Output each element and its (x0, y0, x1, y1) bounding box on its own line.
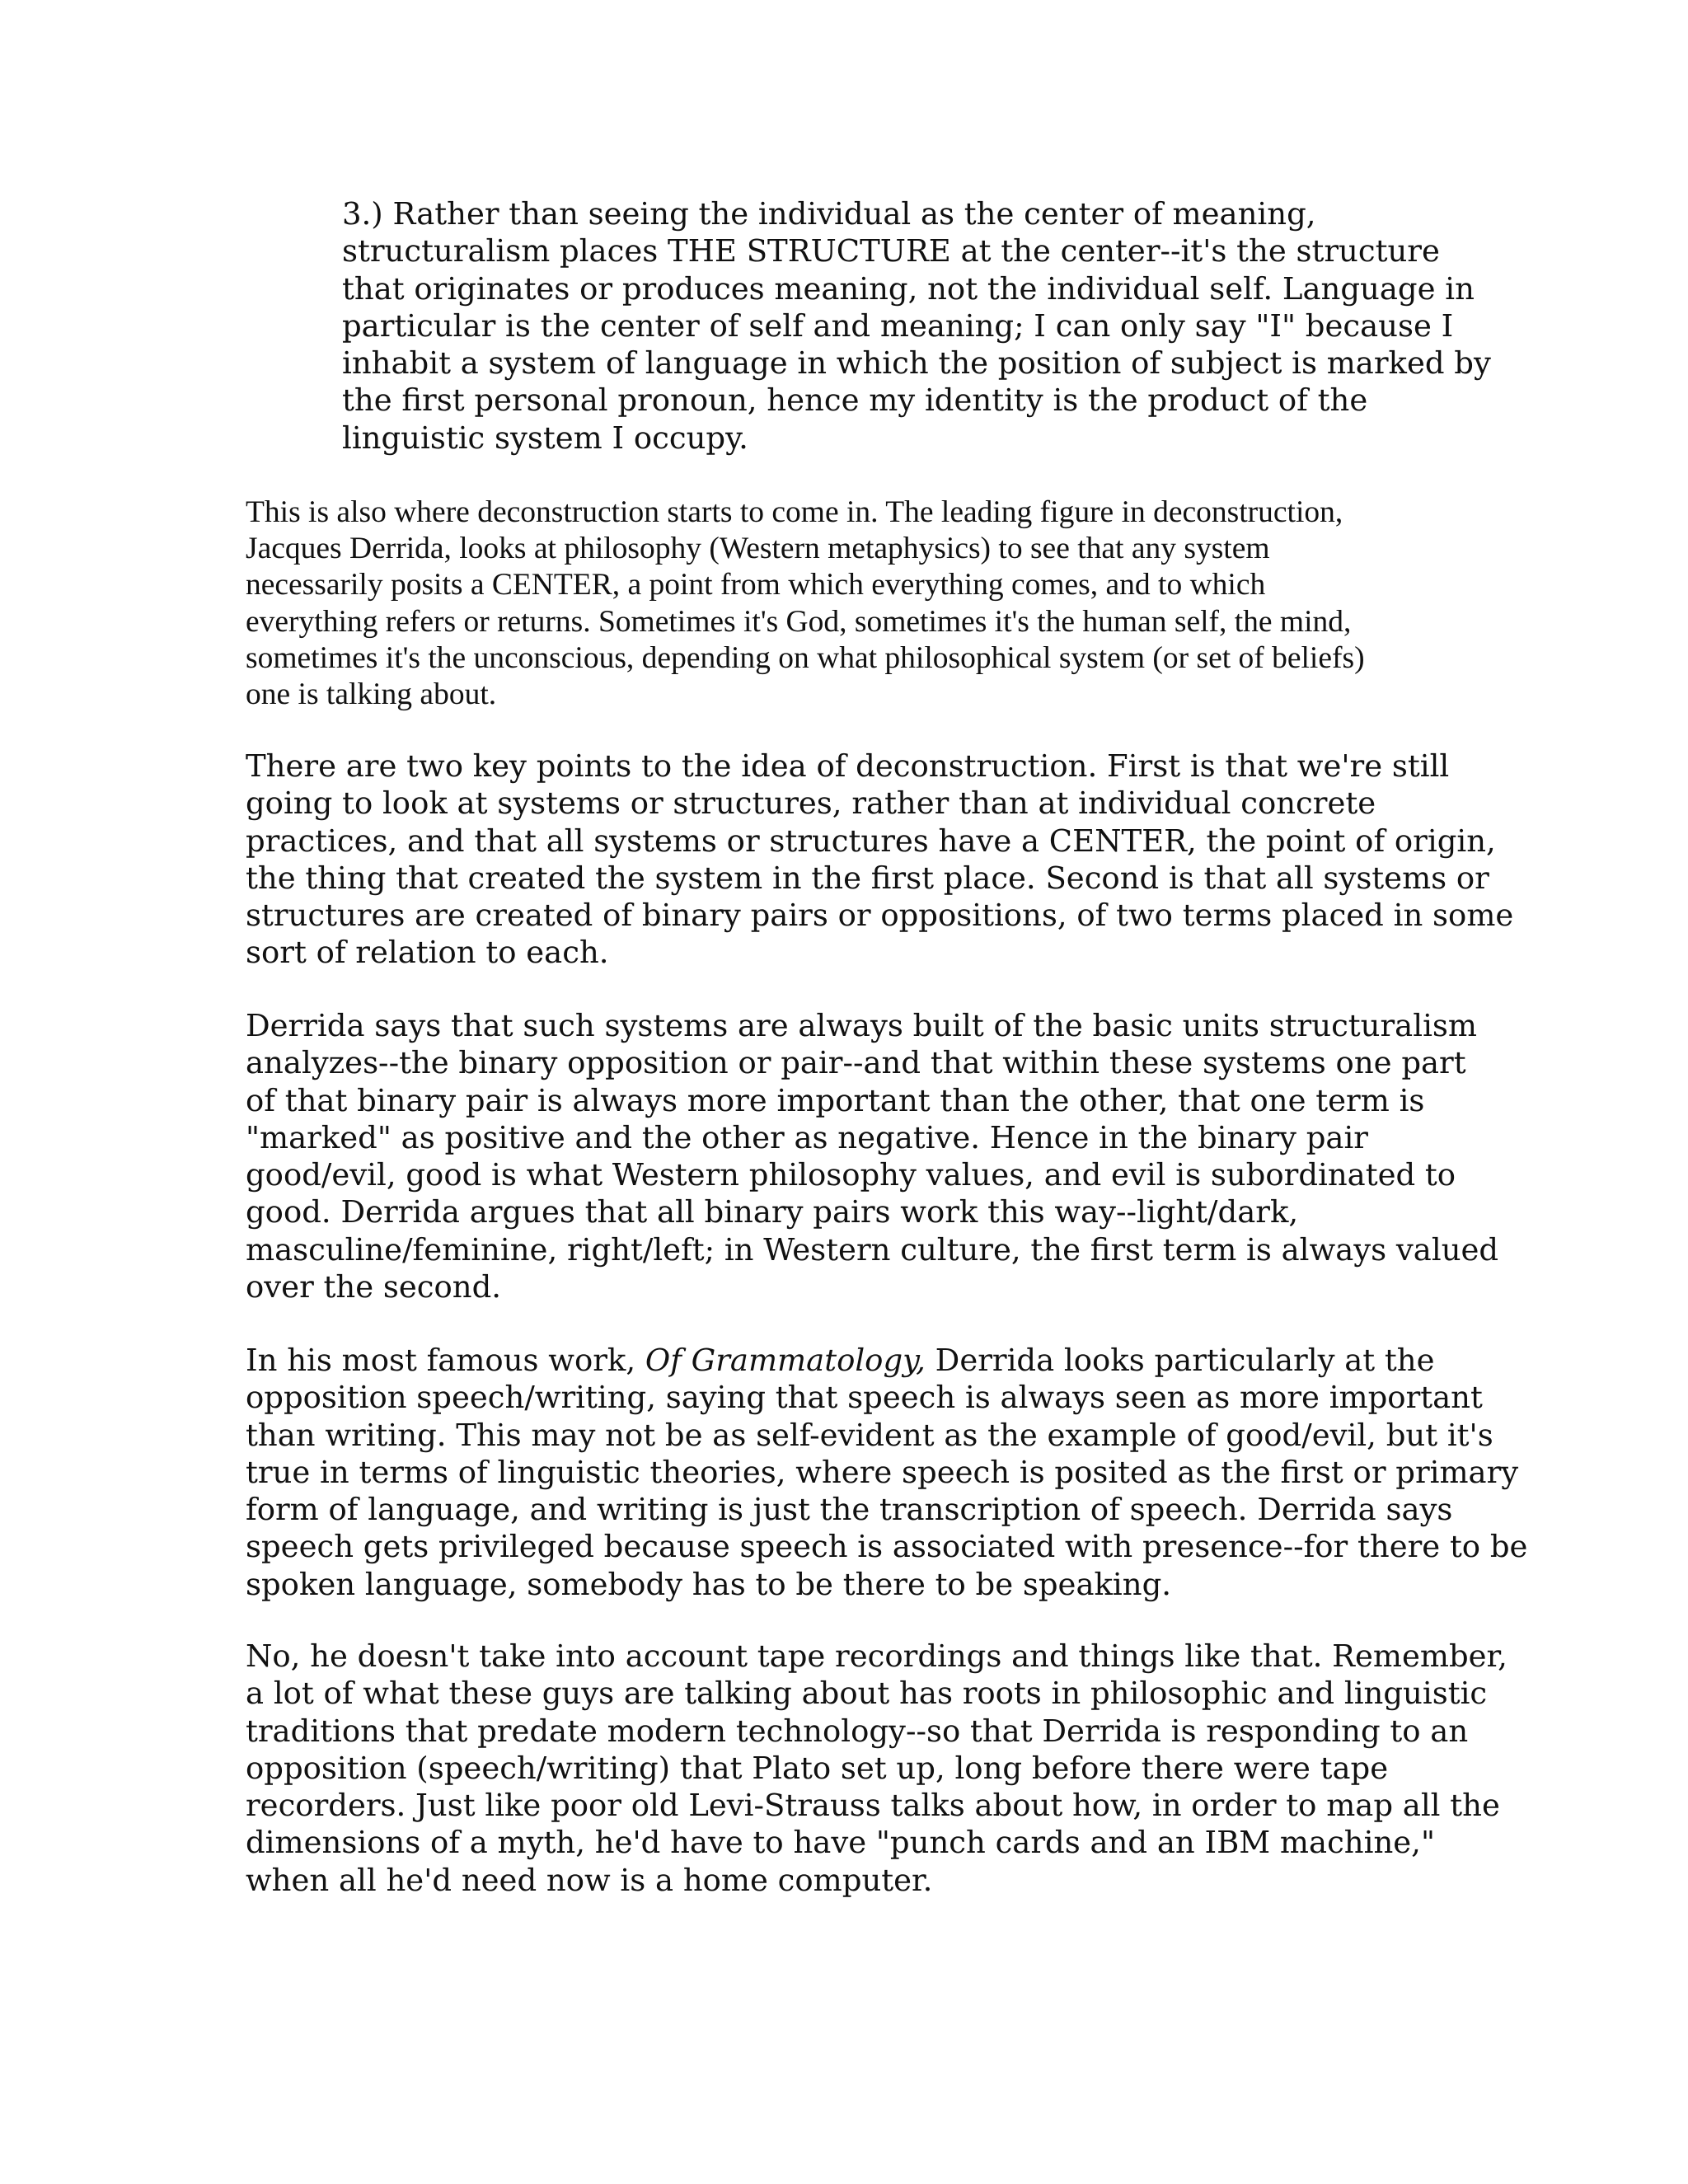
text-line: the first personal pronoun, hence my identity is the product of the (342, 382, 1368, 419)
paragraph-tape-recordings (246, 1638, 1507, 1899)
text-line: everything refers or returns. Sometimes it's God, sometimes it's the human self, the mind, (246, 604, 1352, 639)
text-line (246, 1342, 1435, 1379)
text-line: 3.) Rather than seeing the individual as the center of meaning, (342, 196, 1316, 232)
text-line: spoken language, somebody has to be there to be speaking. (246, 1566, 1172, 1602)
text-line: true in terms of linguistic theories, where speech is posited as the first or primary (246, 1454, 1519, 1490)
paragraph-of-grammatology (246, 1342, 1528, 1603)
text-line: going to look at systems or structures, rather than at individual concrete (246, 785, 1376, 822)
text-line: when all he'd need now is a home computer. (246, 1862, 933, 1898)
text-line: traditions that predate modern technology--so that Derrida is responding to an (246, 1713, 1469, 1749)
text-line: structuralism places THE STRUCTURE at the center--it's the structure (342, 233, 1440, 269)
paragraph-two-key-points (246, 748, 1514, 972)
text-line: than writing. This may not be as self-evident as the example of good/evil, but it's (246, 1417, 1493, 1453)
text-line: over the second. (246, 1269, 502, 1305)
text-line: good. Derrida argues that all binary pairs work this way--light/dark, (246, 1194, 1299, 1230)
text-run: Derrida looks particularly at the (925, 1343, 1435, 1378)
text-line: sort of relation to each. (246, 935, 609, 971)
text-run: In his most famous work, (246, 1343, 645, 1378)
text-line: form of language, and writing is just the transcription of speech. Derrida says (246, 1492, 1453, 1528)
text-line: one is talking about. (246, 677, 497, 712)
text-line: of that binary pair is always more important than the other, that one term is (246, 1082, 1425, 1118)
text-line: linguistic system I occupy. (342, 419, 748, 456)
text-line: recorders. Just like poor old Levi-Strauss talks about how, in order to map all the (246, 1788, 1500, 1824)
text-line: Jacques Derrida, looks at philosophy (Western metaphysics) to see that any system (246, 532, 1270, 566)
text-line: sometimes it's the unconscious, depending on what philosophical system (or set of beliefs) (246, 640, 1365, 675)
text-line: necessarily posits a CENTER, a point from which everything comes, and to which (246, 568, 1266, 602)
text-line: speech gets privileged because speech is associated with presence--for there to be (246, 1529, 1528, 1565)
text-line: a lot of what these guys are talking about has roots in philosophic and linguistic (246, 1675, 1488, 1712)
text-line: the thing that created the system in the first place. Second is that all systems or (246, 860, 1489, 896)
book-title: Of Grammatology, (645, 1343, 926, 1378)
text-line: inhabit a system of language in which the position of subject is marked by (342, 345, 1491, 382)
text-line: structures are created of binary pairs or oppositions, of two terms placed in some (246, 898, 1514, 934)
text-line: No, he doesn't take into account tape recordings and things like that. Remember, (246, 1638, 1507, 1674)
text-line: opposition (speech/writing) that Plato set up, long before there were tape (246, 1750, 1389, 1786)
paragraph-binary-pairs (246, 1007, 1499, 1305)
text-line: opposition speech/writing, saying that speech is always seen as more important (246, 1380, 1483, 1416)
text-line: This is also where deconstruction starts to come in. The leading figure in deconstruction, (246, 495, 1343, 529)
text-line: practices, and that all systems or structures have a CENTER, the point of origin, (246, 823, 1496, 859)
text-line: good/evil, good is what Western philosophy values, and evil is subordinated to (246, 1157, 1456, 1193)
paragraph-structure-center (342, 195, 1491, 457)
text-line: Derrida says that such systems are always built of the basic units structuralism (246, 1008, 1477, 1043)
text-line: masculine/feminine, right/left; in Western culture, the first term is always valued (246, 1231, 1499, 1268)
text-line: analyzes--the binary opposition or pair--and that within these systems one part (246, 1045, 1466, 1081)
text-line: dimensions of a myth, he'd have to have "punch cards and an IBM machine," (246, 1825, 1435, 1861)
text-line: particular is the center of self and meaning; I can only say "I" because I (342, 307, 1454, 344)
text-line: There are two key points to the idea of deconstruction. First is that we're still (246, 748, 1450, 784)
text-line: that originates or produces meaning, not the individual self. Language in (342, 270, 1475, 307)
text-line: "marked" as positive and the other as negative. Hence in the binary pair (246, 1119, 1368, 1155)
paragraph-deconstruction-intro (246, 494, 1432, 713)
